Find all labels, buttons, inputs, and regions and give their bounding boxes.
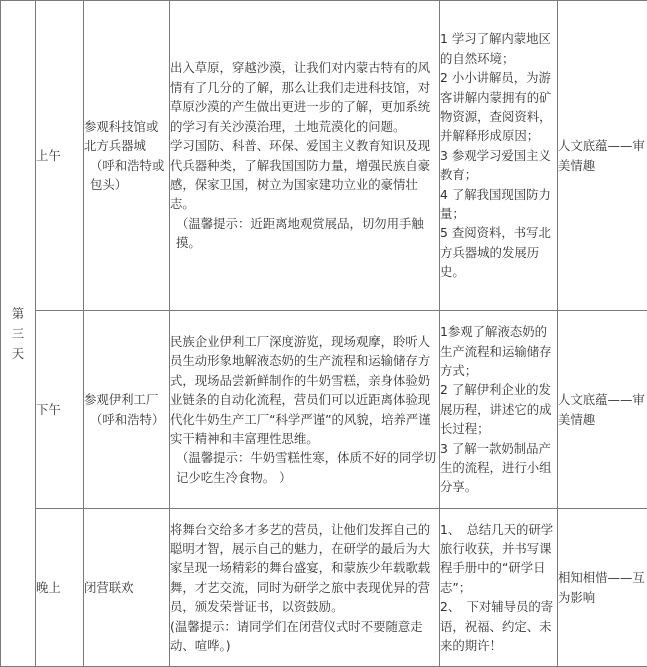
task-item: 2、 下对辅导员的寄语，祝福、约定、未来的期许！ — [440, 597, 557, 655]
goal-cell — [558, 509, 647, 667]
task-item: 3 了解一款奶制品产生的流程，进行小组分享。 — [440, 439, 557, 497]
content-cell — [170, 311, 440, 509]
row-afternoon — [1, 311, 647, 509]
place-name: 闭营联欢 — [84, 578, 169, 597]
content-paragraph: 出入草原，穿越沙漠，让我们对内蒙古特有的风情有了几分的了解，那么让我们走进科技馆，对草原沙漠的产生做出更进一步的了解，更加系统的学习有关沙漠治理，土地荒漠化的问题。 — [170, 58, 439, 136]
place-name: 参观伊利工厂 — [84, 390, 169, 409]
content-paragraph: 将舞台交给多才多艺的营员，让他们发挥自己的聪明才智，展示自己的魅力，在研学的最后为大家呈现一场精彩的舞台盛宴，和蒙族少年载歌载舞，才艺交流，同时为研学之旅中表现优异的营员，颁发荣誉证书，以资鼓励。 — [170, 520, 439, 617]
task-cell — [440, 509, 558, 667]
place-cell — [84, 1, 170, 311]
content-cell — [170, 1, 440, 311]
task-item: 5 查阅资料，书写北方兵器城的发展历史。 — [440, 223, 557, 281]
day-label: 第三天 — [12, 304, 25, 364]
task-item: 1参观了解液态奶的生产流程和运输储存方式； — [440, 322, 557, 380]
content-cell — [170, 509, 440, 667]
content-tip: (温馨提示：请同学们在闭营仪式时不要随意走动、喧哗。) — [170, 617, 439, 656]
goal-text: 人文底蕴——审美情趣 — [558, 392, 645, 426]
period-label: 上午 — [36, 148, 61, 163]
goal-text: 人文底蕴——审美情趣 — [558, 138, 645, 172]
content-tip: （温馨提示：近距离地观赏展品，切勿用手触摸。 — [170, 214, 439, 253]
place-name: 参观科技馆或北方兵器城 — [84, 117, 169, 156]
task-item: 3 参观学习爱国主义教育； — [440, 146, 557, 185]
goal-cell — [558, 311, 647, 509]
period-cell — [36, 509, 84, 667]
period-label: 晚上 — [36, 580, 61, 595]
goal-cell — [558, 1, 647, 311]
period-label: 下午 — [36, 402, 61, 417]
row-evening — [1, 509, 647, 667]
content-paragraph: 民族企业伊利工厂深度游览，现场观摩，聆听人员生动形象地解液态奶的生产流程和运输储存方式，现场品尝新鲜制作的牛奶雪糕，亲身体验奶业链条的自动化流程，营员们可以近距离体验现代化牛奶生产工厂“科学严谨”的风貌，培养严谨实干精神和丰富理性思维。 — [170, 332, 439, 448]
task-item: 1 学习了解内蒙地区的自然环境； — [440, 29, 557, 68]
place-city: （呼和浩特） — [84, 410, 169, 429]
task-item: 4 了解我国现国防力量； — [440, 185, 557, 224]
period-cell — [36, 311, 84, 509]
task-cell — [440, 311, 558, 509]
place-cell — [84, 509, 170, 667]
goal-text: 相知相惜——互为影响 — [558, 570, 645, 604]
day-cell — [1, 1, 36, 667]
period-cell — [36, 1, 84, 311]
task-item: 2 小小讲解员，为游客讲解内蒙拥有的矿物资源，查阅资料，并解释形成原因； — [440, 68, 557, 146]
row-morning — [1, 1, 647, 311]
place-city: （呼和浩特或包头） — [84, 156, 169, 195]
content-tip: （温馨提示：牛奶雪糕性寒，体质不好的同学切记少吃生冷食物。 ） — [170, 448, 439, 487]
task-item: 2 了解伊利企业的发展历程，讲述它的成长过程； — [440, 380, 557, 438]
task-item: 1、 总结几天的研学旅行收获，并书写课程手册中的“研学日志”； — [440, 520, 557, 598]
place-cell — [84, 311, 170, 509]
task-cell — [440, 1, 558, 311]
content-paragraph: 学习国防、科普、环保、爱国主义教育知识及现代兵器种类，了解我国国防力量，增强民族自豪感，保家卫国，树立为国家建功立业的豪情壮志。 — [170, 136, 439, 214]
